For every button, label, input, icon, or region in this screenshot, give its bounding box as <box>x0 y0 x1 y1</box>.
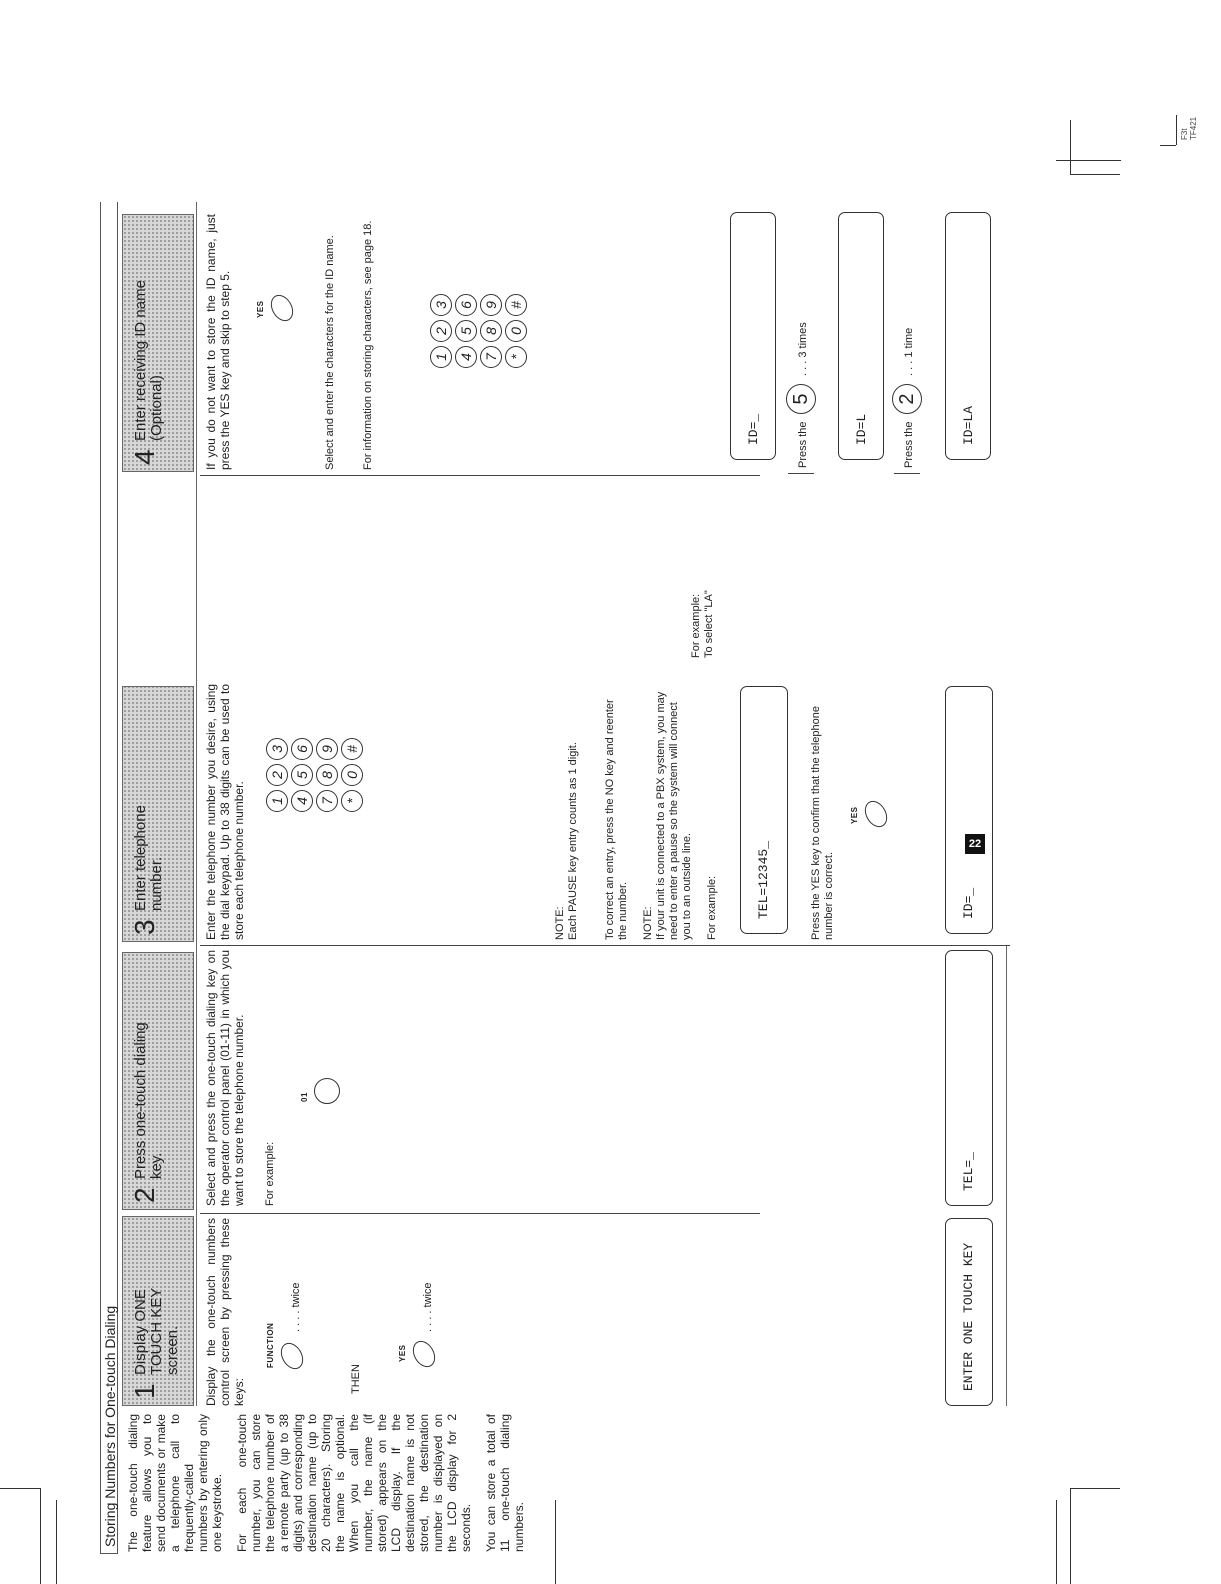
note-text: If your unit is connected to a PBX system, you may need to enter a pause so the system will connect you to an outside line. <box>655 691 693 940</box>
press-label: Press the <box>903 421 915 468</box>
yes-key-tag: YES <box>850 806 859 824</box>
keypad-key: # <box>341 738 363 760</box>
step-2-text: Select and press the one-touch dialing key on the operator control panel (01-11) in which you want to store the telephone number. <box>204 950 246 1206</box>
step-1-header <box>122 1216 194 1406</box>
yes-key-tag: YES <box>398 1344 407 1362</box>
crop-mark <box>1056 1500 1057 1584</box>
yes-key-icon <box>408 1337 439 1371</box>
keypad-key: 6 <box>455 294 477 316</box>
example-label: For example: <box>264 1141 276 1206</box>
keypad-key: 6 <box>291 738 313 760</box>
step-heading: Press one-touch dialing key. <box>132 1022 165 1179</box>
step-2-header <box>122 952 194 1210</box>
keypad-key: 4 <box>455 346 477 368</box>
title-box <box>100 202 118 1554</box>
example-label: For example: <box>706 875 718 940</box>
keypad-key: * <box>341 790 363 812</box>
keypad-key: * <box>505 346 527 368</box>
one-touch-key-tag: 01 <box>300 1092 309 1102</box>
lcd-display: ID=_ <box>730 212 776 460</box>
dial-keypad <box>266 712 376 812</box>
press-bracket <box>894 473 920 474</box>
step-heading: Enter telephone number. <box>132 805 165 911</box>
page-title: Storing Numbers for One-touch Dialing <box>102 1305 118 1547</box>
crop-mark <box>0 1488 40 1489</box>
manual-page <box>100 202 1010 1554</box>
intro-paragraph: You can store a total of 11 one-touch dialing numbers. <box>484 1414 526 1552</box>
keypad-key: 7 <box>480 346 502 368</box>
keypad-key: 5 <box>291 764 313 786</box>
key-repeat-note: . . . . twice <box>290 1282 302 1332</box>
info-text: For information on storing characters, see page 18. <box>362 220 374 470</box>
note-title: NOTE: <box>642 906 654 940</box>
keypad-key: 4 <box>291 790 313 812</box>
keypad-key: 0 <box>505 320 527 342</box>
keypad-key: 8 <box>480 320 502 342</box>
intro-paragraph: The one-touch dialing feature allows you to send documents or make a telephone call to frequently-called numbers by entering only one keystroke. <box>126 1414 224 1552</box>
page-number: 22 <box>965 834 985 854</box>
step-number: 1 <box>129 1383 160 1399</box>
column-divider <box>200 475 760 476</box>
yes-key-icon <box>266 291 297 325</box>
crop-mark <box>40 1488 41 1584</box>
key-repeat-note: . . . . twice <box>422 1282 434 1332</box>
baseline-rule <box>1006 946 1007 1406</box>
column-divider <box>200 1213 760 1214</box>
lcd-display: ID=LA <box>945 212 991 460</box>
crop-mark <box>1070 174 1120 175</box>
keypad-key: 1 <box>430 346 452 368</box>
lcd-display: TEL=_ <box>945 950 993 1206</box>
keypad-key: 1 <box>266 790 288 812</box>
header-rule <box>196 202 197 1406</box>
function-key-icon <box>276 1339 307 1373</box>
keypad-key: 3 <box>266 738 288 760</box>
lcd-display: ID=_ <box>945 686 993 934</box>
margin-code: F3t TF421 <box>1180 116 1198 140</box>
keypad-key: 9 <box>480 294 502 316</box>
step-3-text: Enter the telephone number you desire, using the dial keypad. Up to 38 digits can be used to store each telephone number. <box>204 684 246 940</box>
keypad-key: 8 <box>316 764 338 786</box>
intro-paragraph: For each one-touch number, you can store the telephone number of a remote party (up to 38 digits) and corresponding destination name (up to 20 characters). Storing the name is optional. When you call the number, the name (if stored) appears on the LCD display. If the destination name is not stored, the destination number is displayed on the LCD display for 2 seconds. <box>235 1414 473 1552</box>
intro-column <box>126 1414 537 1552</box>
crop-mark <box>1176 115 1177 145</box>
keypad-key: 0 <box>341 764 363 786</box>
yes-key-icon <box>860 797 891 831</box>
keypad-key: 2 <box>430 320 452 342</box>
keypad-key: 9 <box>316 738 338 760</box>
keypad-key: 7 <box>316 790 338 812</box>
crop-mark <box>56 1500 57 1584</box>
step-4-header <box>122 214 194 472</box>
dial-keypad <box>430 268 540 368</box>
lcd-display: ENTER ONE TOUCH KEY <box>945 1218 993 1406</box>
keypad-key: # <box>505 294 527 316</box>
step-3-header <box>122 686 194 942</box>
step-4-text: If you do not want to store the ID name, just press the YES key and skip to step 5. <box>204 214 232 470</box>
step-number: 4 <box>129 449 160 465</box>
one-touch-key-icon <box>314 1078 340 1104</box>
step-heading: Display ONE TOUCH KEY screen. <box>132 1288 181 1375</box>
press-bracket <box>788 473 814 474</box>
note-text: Each PAUSE key entry counts as 1 digit. <box>567 742 579 940</box>
keypad-key: 2 <box>266 764 288 786</box>
press-label: Press the <box>797 421 809 468</box>
function-key-tag: FUNCTION <box>266 1322 275 1368</box>
yes-key-tag: YES <box>256 300 265 318</box>
column-divider <box>200 945 1010 946</box>
keypad-key: 5 <box>455 320 477 342</box>
select-text: Select and enter the characters for the ID name. <box>324 235 336 470</box>
keypad-key: 5 <box>786 384 816 414</box>
crop-mark <box>1070 1488 1120 1489</box>
note-title: NOTE: <box>554 906 566 940</box>
then-label: THEN <box>350 1364 362 1394</box>
crop-mark <box>1056 160 1121 161</box>
crop-mark <box>1070 1488 1071 1584</box>
crop-mark <box>1160 145 1176 146</box>
correction-text: To correct an entry, press the NO key and reenter the number. <box>604 699 629 940</box>
step-heading: Enter receiving ID name (Optional). <box>132 280 165 441</box>
step-1-text: Display the one-touch numbers control screen by pressing these keys: <box>204 1218 246 1406</box>
lcd-display: ID=L <box>838 212 884 460</box>
press-count: . . . 3 times <box>797 322 809 376</box>
step-number: 3 <box>129 919 160 935</box>
press-count: . . . 1 time <box>903 327 915 376</box>
keypad-key: 2 <box>892 384 922 414</box>
confirm-text: Press the YES key to confirm that the telephone number is correct. <box>810 706 835 940</box>
keypad-key: 3 <box>430 294 452 316</box>
lcd-display: TEL=12345_ <box>740 686 788 934</box>
crop-mark <box>1070 120 1071 174</box>
example-label: For example: To select "LA" <box>690 590 715 658</box>
step-number: 2 <box>129 1187 160 1203</box>
